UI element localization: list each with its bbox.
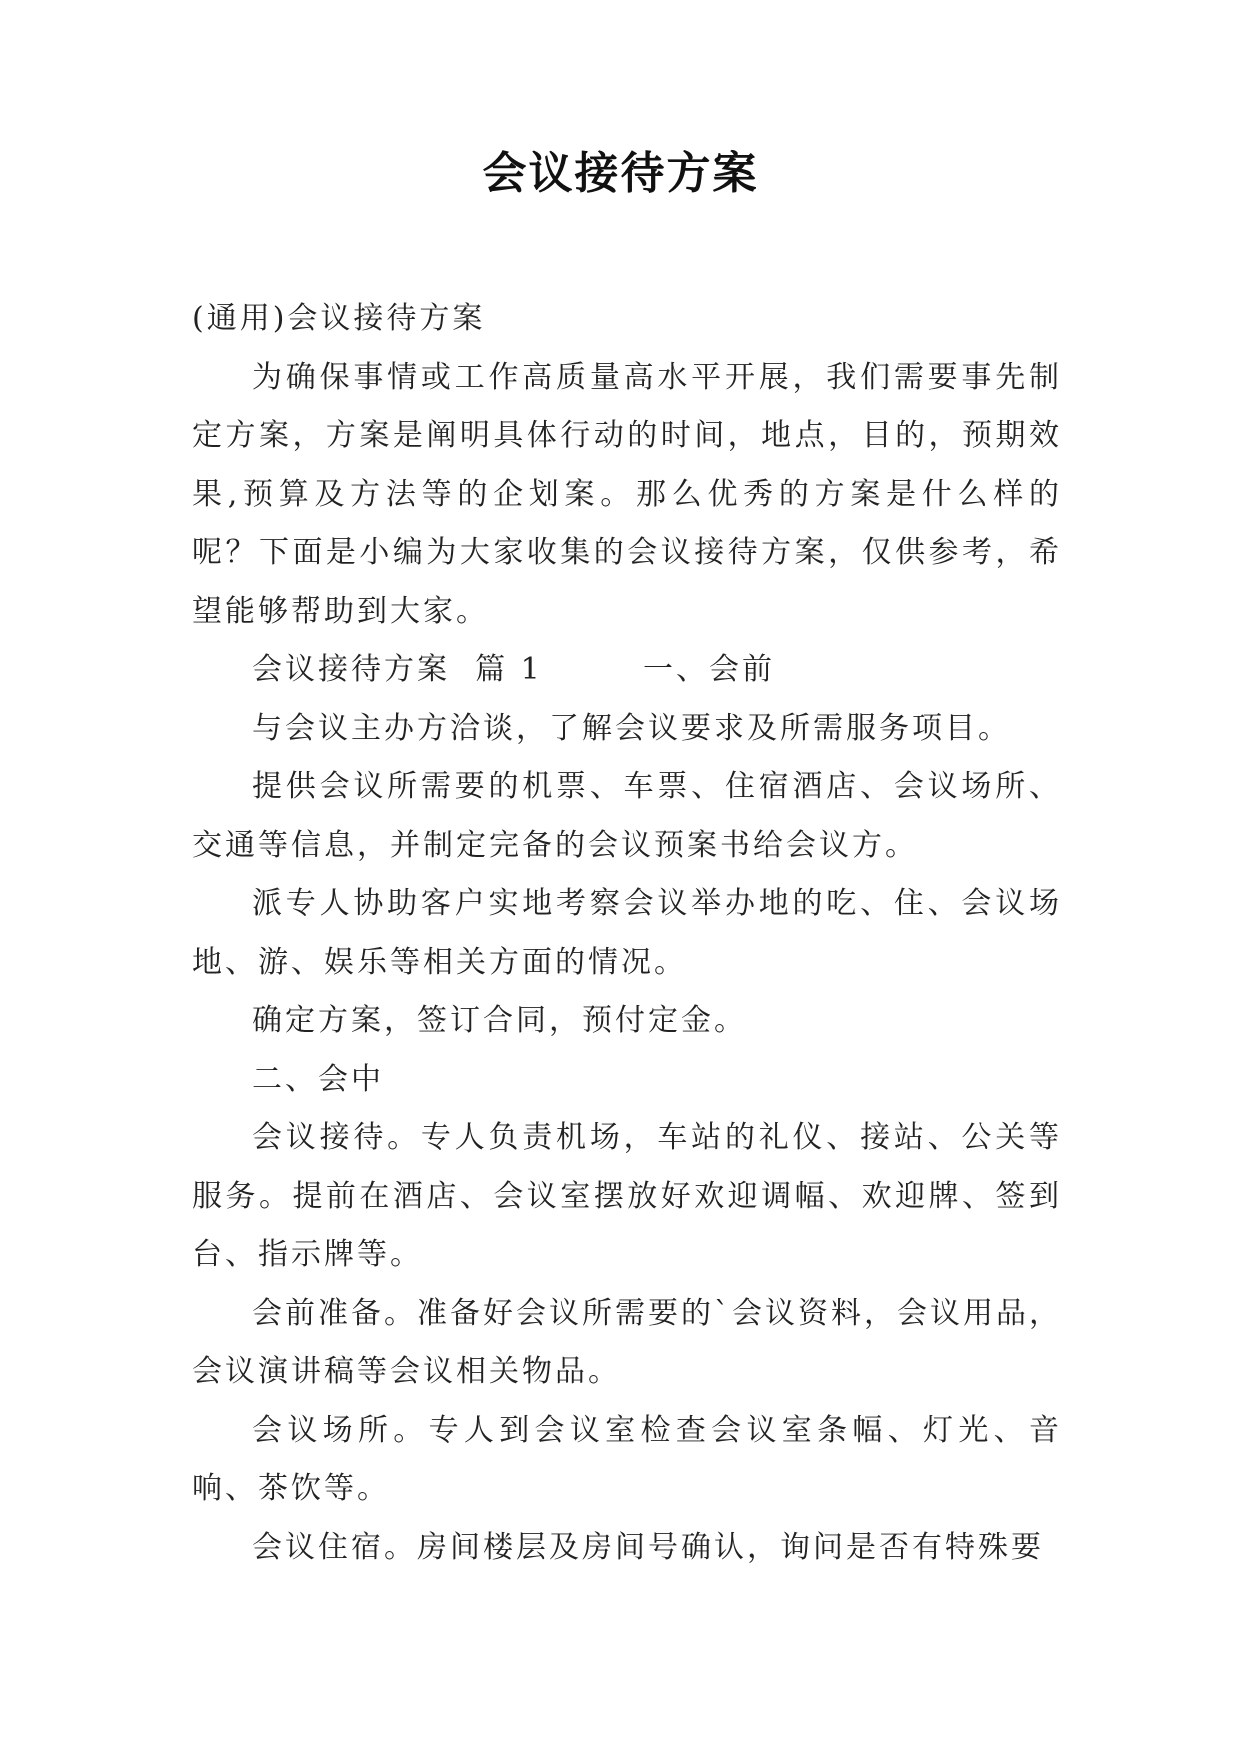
document-title: 会议接待方案 <box>482 148 759 199</box>
paragraph: 提供会议所需要的机票、车票、住宿酒店、会议场所、交通等信息，并制定完备的会议预案书给会议方。 <box>192 769 1062 863</box>
paragraph-intro: 为确保事情或工作高质量高水平开展，我们需要事先制定方案，方案是阐明具体行动的时间，地点，目的，预期效果,预算及方法等的企划案。那么优秀的方案是什么样的呢？下面是小编为大家收集的会议接待方案，仅供参考，希望能够帮助到大家。 <box>192 359 1062 629</box>
paragraph: 与会议主办方洽谈，了解会议要求及所需服务项目。 <box>252 710 1011 746</box>
paragraph: 会前准备。准备好会议所需要的`会议资料，会议用品，会议演讲稿等会议相关物品。 <box>192 1295 1062 1389</box>
paragraph-section-heading: 二、会中 <box>252 1061 384 1097</box>
paragraph-subtitle: (通用)会议接待方案 <box>192 301 486 336</box>
paragraph: 会议住宿。房间楼层及房间号确认，询问是否有特殊要 <box>252 1529 1044 1565</box>
paragraph: 派专人协助客户实地考察会议举办地的吃、住、会议场地、游、娱乐等相关方面的情况。 <box>192 886 1062 980</box>
paragraph: 会议接待。专人负责机场，车站的礼仪、接站、公关等服务。提前在酒店、会议室摆放好欢迎调幅、欢迎牌、签到台、指示牌等。 <box>192 1120 1062 1272</box>
document-body <box>192 290 1062 1577</box>
paragraph: 确定方案，签订合同，预付定金。 <box>252 1003 747 1038</box>
paragraph: 会议场所。专人到会议室检查会议室条幅、灯光、音响、茶饮等。 <box>192 1412 1062 1506</box>
paragraph-section-heading: 会议接待方案 篇 1 一、会前 <box>252 652 775 687</box>
